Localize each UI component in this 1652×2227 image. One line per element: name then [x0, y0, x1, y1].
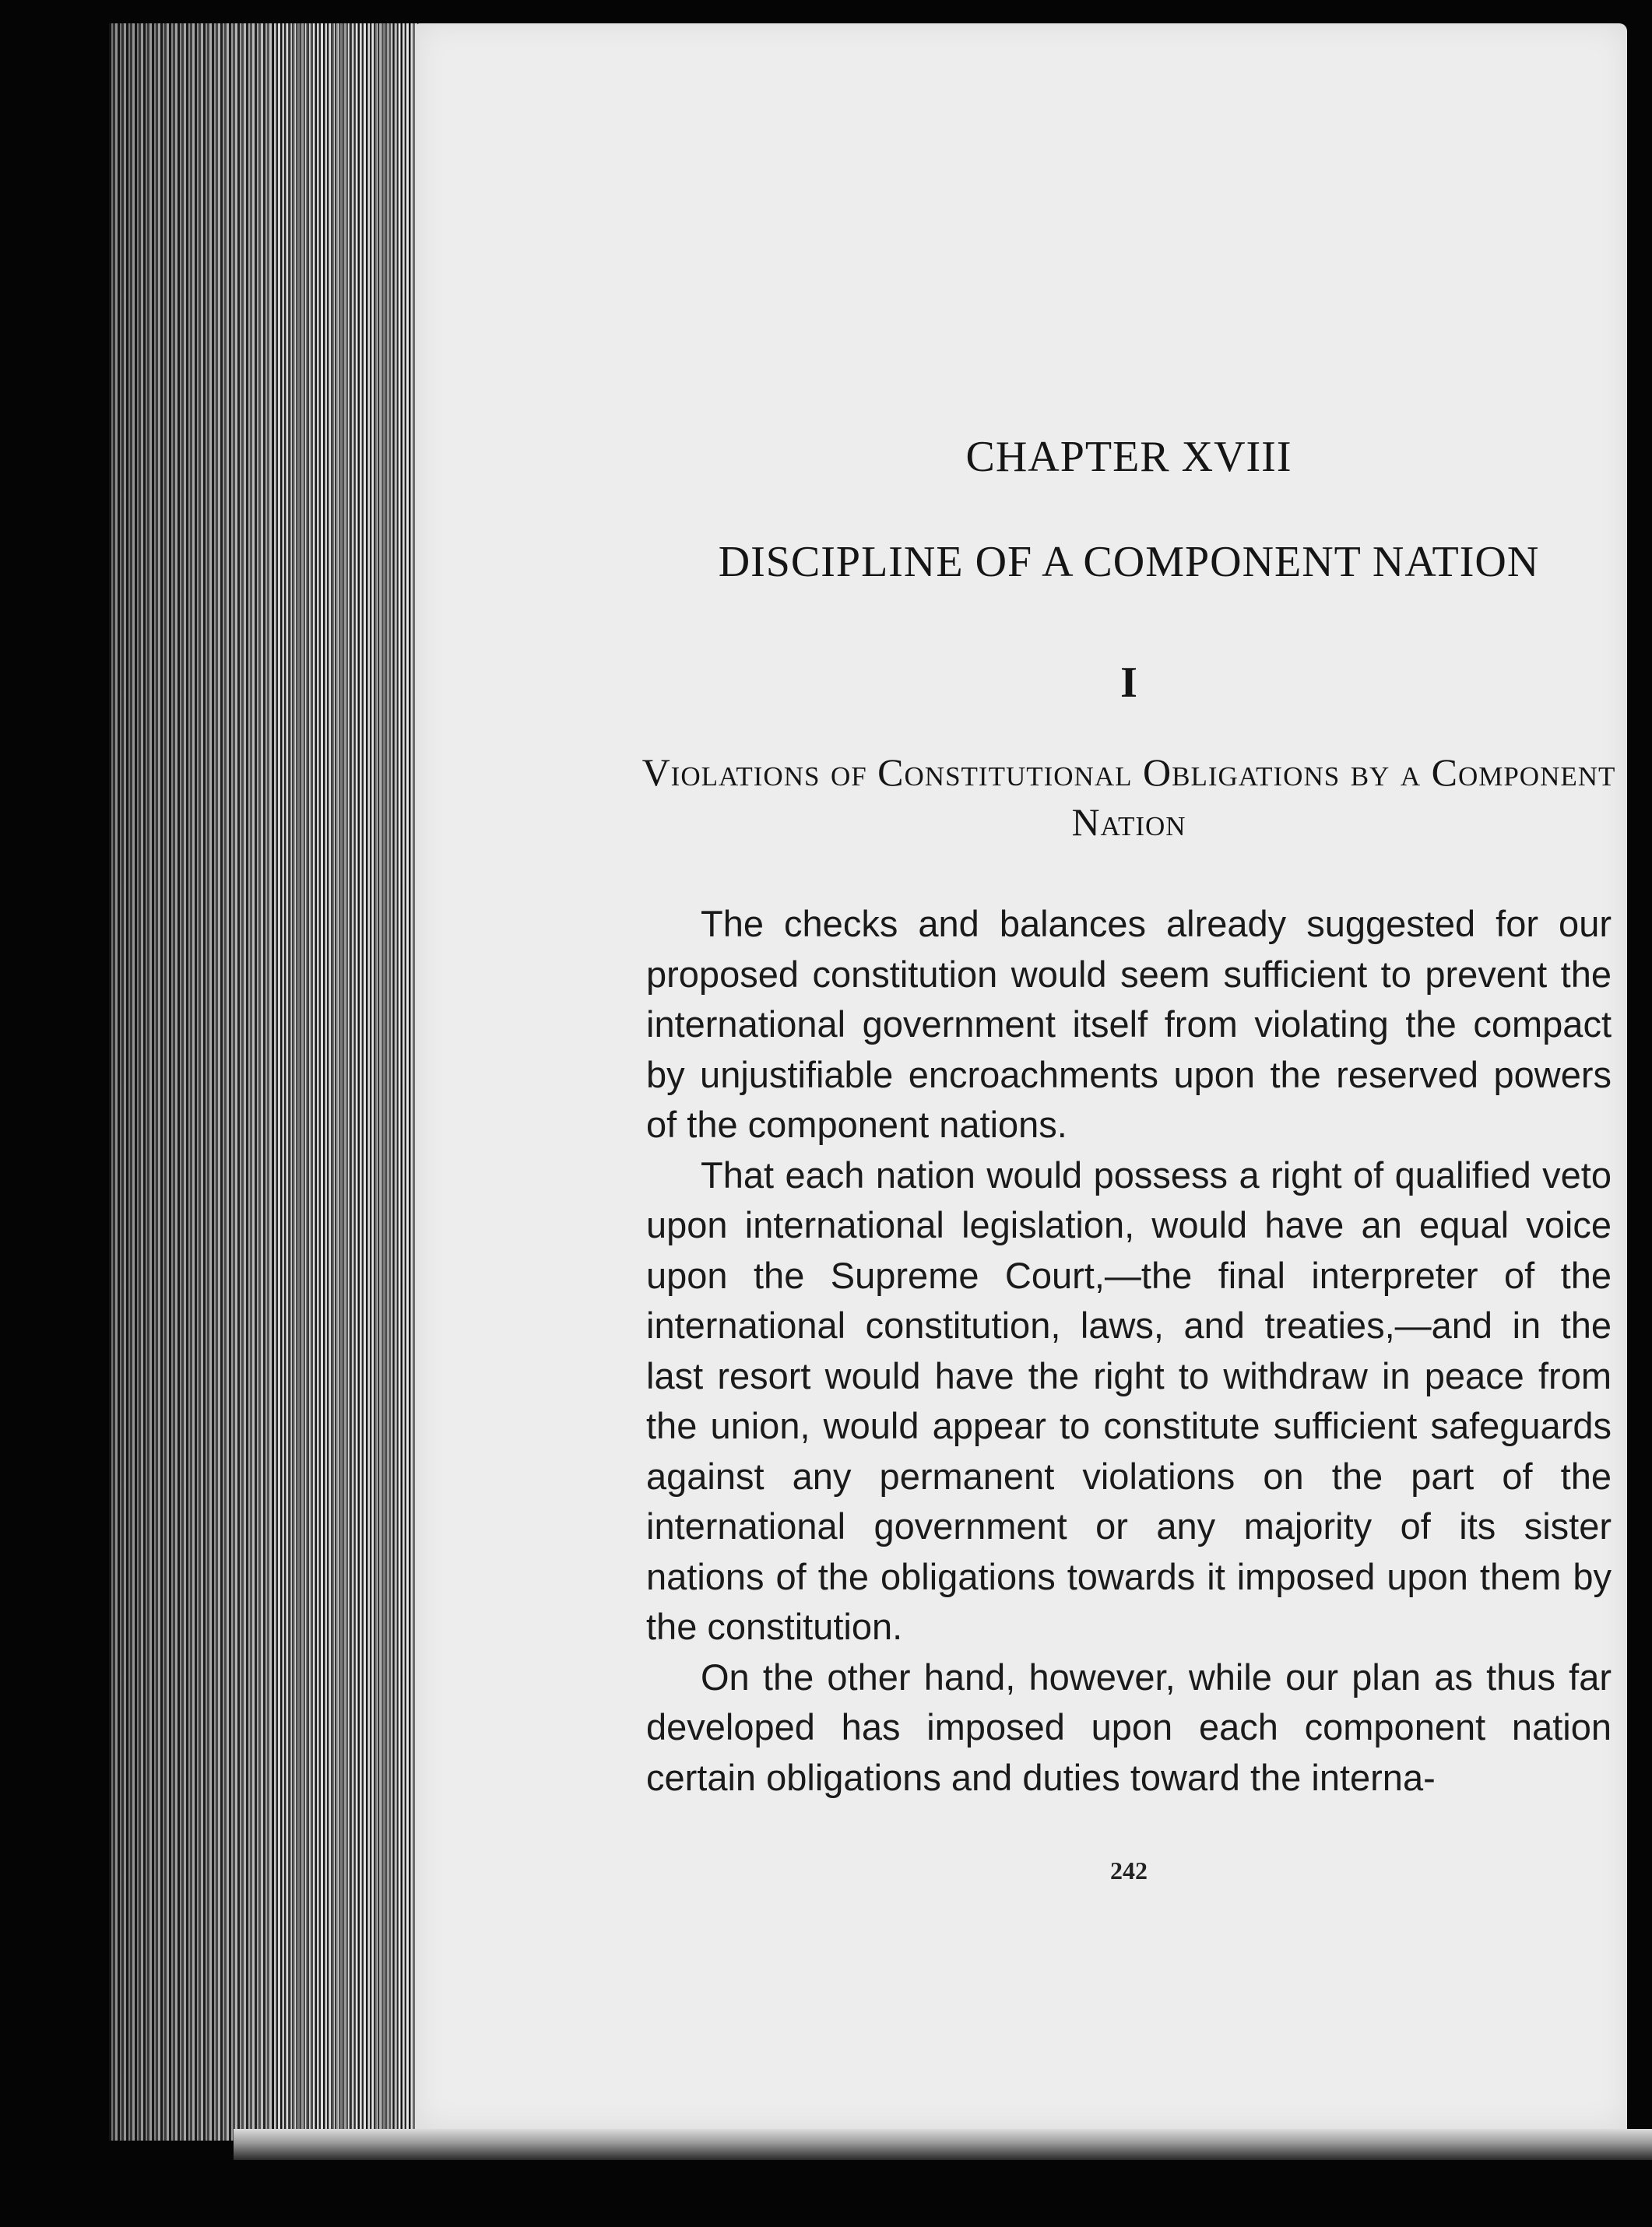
section-title: Violations of Constitutional Obligations by a Component Nation	[641, 750, 1616, 844]
chapter-number: CHAPTER XVIII	[965, 433, 1292, 481]
chapter-title: DISCIPLINE OF A COMPONENT NATION	[718, 538, 1540, 586]
book-page-edges	[272, 23, 413, 2141]
body-text	[646, 899, 1612, 1803]
book-bottom-edge	[234, 2129, 1652, 2160]
paragraph: On the other hand, however, while our plan as thus far developed has imposed upon each component nation certain obligations and duties toward the interna-	[646, 1656, 1612, 1798]
section-number: I	[1120, 659, 1137, 707]
paragraph: The checks and balances already suggested for our proposed constitution would seem sufficient to prevent the international government itself from violating the compact by unjustifiable encroachments upon the reserved powers of the component nations.	[646, 903, 1612, 1145]
paragraph: That each nation would possess a right of qualified veto upon international legislation, would have an equal voice upon the Supreme Court,—the final interpreter of the international constitution, laws, and treaties,—and in the last resort would have the right to withdraw in peace from the union, would appear to constitute sufficient safeguards against any permanent violations on the part of the international government or any majority of its sister nations of the obligations towards it imposed upon them by the constitution.	[646, 1154, 1612, 1647]
page-number: 242	[1110, 1856, 1148, 1885]
